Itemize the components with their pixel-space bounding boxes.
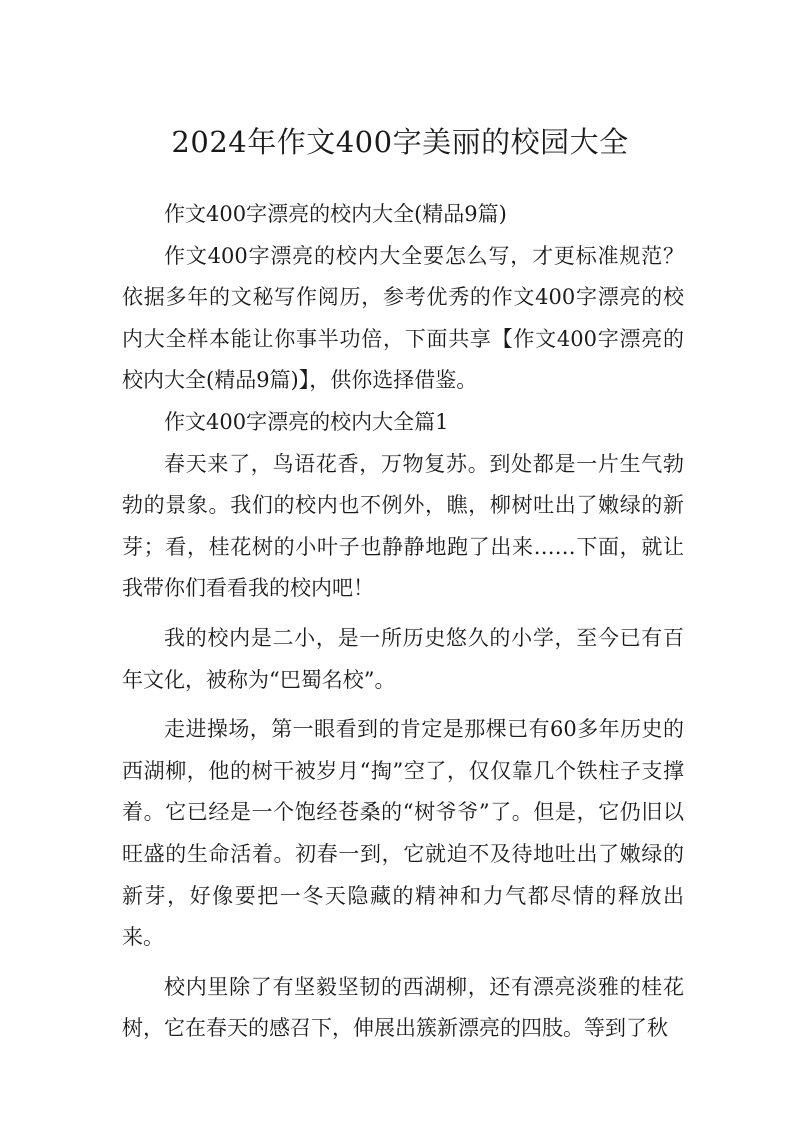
paragraph-spring: 春天来了，鸟语花香，万物复苏。到处都是一片生气勃勃的景象。我们的校内也不例外，瞧，柳树吐出了嫩绿的新芽；看，桂花树的小叶子也静静地跑了出来……下面，就让我带你们看看我的校内吧！ <box>122 451 684 601</box>
document-title: 2024年作文400字美丽的校园大全 <box>171 125 629 159</box>
document-body <box>122 194 684 1050</box>
paragraph-heading: 作文400字漂亮的校内大全(精品9篇) <box>164 202 507 226</box>
paragraph-school: 我的校内是二小，是一所历史悠久的小学，至今已有百年文化，被称为“巴蜀名校”。 <box>122 625 684 692</box>
paragraph-intro: 作文400字漂亮的校内大全要怎么写，才更标准规范？依据多年的文秘写作阅历，参考优秀的作文400字漂亮的校内大全样本能让你事半功倍，下面共享【作文400字漂亮的校内大全(精品9篇)】，供你选择借鉴。 <box>122 243 684 393</box>
paragraph-section-title: 作文400字漂亮的校内大全篇1 <box>164 409 449 434</box>
paragraph-osmanthus: 校内里除了有坚毅坚韧的西湖柳，还有漂亮淡雅的桂花树，它在春天的感召下，伸展出簇新漂亮的四肢。等到了秋 <box>122 974 684 1041</box>
paragraph-willow: 走进操场，第一眼看到的肯定是那棵已有60多年历史的西湖柳，他的树干被岁月“掏”空了，仅仅靠几个铁柱子支撑着。它已经是一个饱经苍桑的“树爷爷”了。但是，它仍旧以旺盛的生命活着。初春一到，它就迫不及待地吐出了嫩绿的新芽，好像要把一冬天隐藏的精神和力气都尽情的释放出来。 <box>122 717 684 950</box>
